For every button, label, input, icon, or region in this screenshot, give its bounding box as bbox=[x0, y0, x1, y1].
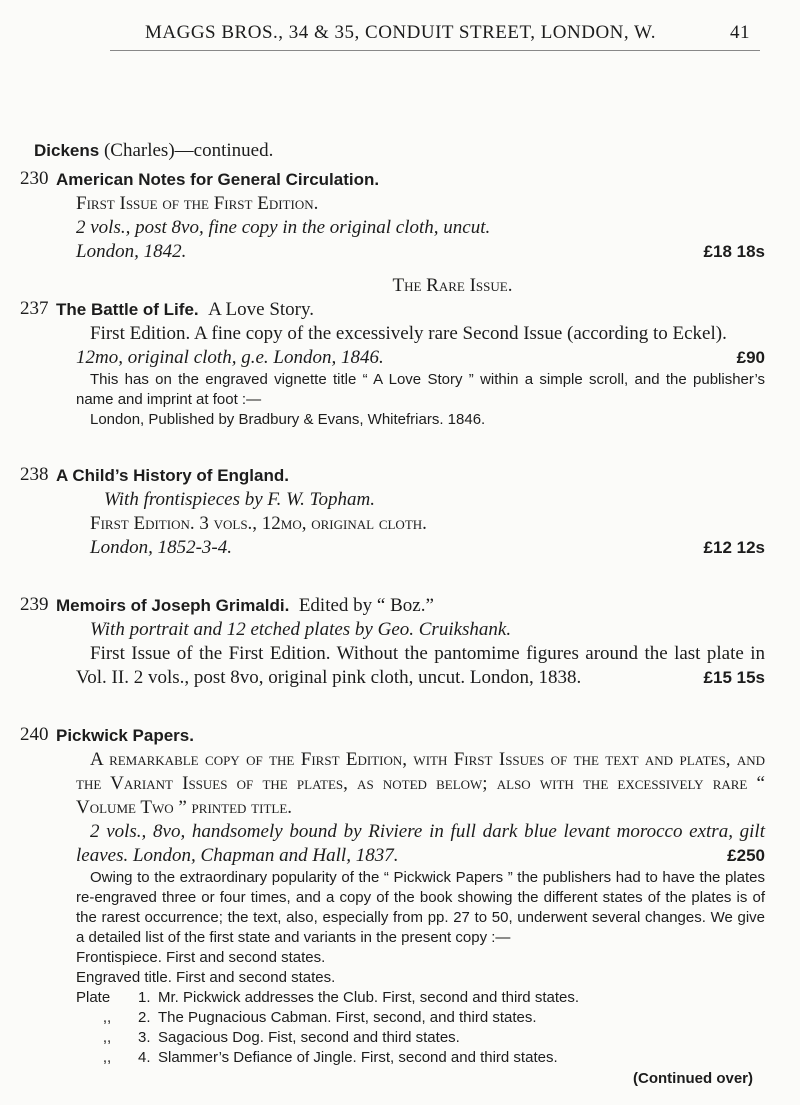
entry-230 bbox=[20, 168, 765, 264]
lot-description: First Issue of the First Edition. Without the pantomime figures around the last plate in Vol. II. 2 vols., post 8vo, original pink cloth, uncut. London, 1838. bbox=[76, 643, 765, 688]
lot-title: A Child’s History of England. bbox=[56, 466, 289, 485]
page-number: 41 bbox=[730, 22, 750, 43]
lot-title: Memoirs of Joseph Grimaldi. bbox=[56, 596, 290, 615]
running-header bbox=[145, 22, 750, 44]
lot-price: £90 bbox=[736, 348, 765, 367]
lot-imprint: London, 1852-3-4. bbox=[90, 537, 232, 558]
entry-237 bbox=[20, 298, 765, 430]
plate-list bbox=[34, 988, 765, 1068]
list-item: ,, 3. Sagacious Dog. Fist, second and third states. bbox=[102, 1029, 460, 1046]
lot-description: 12mo, original cloth, g.e. London, 1846. bbox=[76, 347, 384, 368]
lot-edition: First Edition. A fine copy of the excessively rare Second Issue (according to Eckel). bbox=[90, 323, 727, 344]
header-rule bbox=[110, 50, 760, 51]
lot-subtitle: A Love Story. bbox=[208, 299, 315, 320]
lot-title: Pickwick Papers. bbox=[56, 726, 194, 745]
author-heading bbox=[34, 140, 765, 162]
entry-238 bbox=[20, 464, 765, 560]
lot-subtitle: Edited by “ Boz.” bbox=[298, 595, 434, 616]
lot-edition: First Edition. 3 vols., 12mo, original cloth. bbox=[90, 513, 427, 534]
lot-price: £12 12s bbox=[703, 538, 765, 557]
engraved-title-state: Engraved title. First and second states. bbox=[76, 969, 336, 986]
entry-239 bbox=[20, 594, 765, 690]
section-note: The Rare Issue. bbox=[392, 275, 513, 296]
lot-title: The Battle of Life. bbox=[56, 300, 199, 319]
lot-edition: First Issue of the First Edition. bbox=[76, 193, 319, 214]
author-name: Dickens bbox=[34, 141, 100, 160]
lot-illustrations: With frontispieces by F. W. Topham. bbox=[104, 489, 375, 510]
lot-price: £15 15s bbox=[703, 668, 765, 687]
list-item: ,, 2. The Pugnacious Cabman. First, second, and third states. bbox=[102, 1009, 537, 1026]
lot-description: 2 vols., post 8vo, fine copy in the original cloth, uncut. bbox=[76, 217, 491, 238]
author-rest: (Charles)—continued. bbox=[99, 140, 274, 161]
lot-price: £250 bbox=[727, 846, 765, 865]
lot-number: 230 bbox=[20, 168, 49, 189]
entry-240 bbox=[20, 724, 765, 1087]
lot-note: Owing to the extraordinary popularity of the “ Pickwick Papers ” the publishers had to have the plates re-engraved three or four times, and a copy of the book showing the different states of the plates is of the rarest occurrence; the text, also, especially from pp. 27 to 50, underwent several changes. We give a detailed list of the first state and variants in the present copy :— bbox=[76, 869, 765, 946]
catalogue-body bbox=[20, 140, 765, 1087]
list-item: ,, 4. Slammer’s Defiance of Jingle. First, second and third states. bbox=[102, 1049, 558, 1066]
lot-note: This has on the engraved vignette title “ A Love Story ” within a simple scroll, and the publisher’s name and imprint at foot :— bbox=[76, 371, 765, 408]
lot-imprint: London, 1842. bbox=[76, 241, 187, 262]
lot-number: 240 bbox=[20, 724, 49, 745]
lot-description: 2 vols., 8vo, handsomely bound by Riviere in full dark blue levant morocco extra, gilt leaves. London, Chapman and Hall, 1837. bbox=[76, 821, 765, 866]
lot-note-imprint: London, Published by Bradbury & Evans, Whitefriars. 1846. bbox=[90, 411, 486, 428]
lot-number: 237 bbox=[20, 298, 49, 319]
lot-illustrations: With portrait and 12 etched plates by Geo. Cruikshank. bbox=[90, 619, 512, 640]
continued-note: (Continued over) bbox=[633, 1070, 753, 1087]
lot-edition: A remarkable copy of the First Edition, with First Issues of the text and plates, and the Variant Issues of the plates, as noted below; also with the excessively rare “ Volume Two ” printed title. bbox=[76, 749, 765, 818]
header-text: MAGGS BROS., 34 & 35, CONDUIT STREET, LONDON, W. bbox=[145, 22, 656, 43]
lot-price: £18 18s bbox=[703, 242, 765, 261]
frontispiece-state: Frontispiece. First and second states. bbox=[76, 949, 326, 966]
lot-title: American Notes for General Circulation. bbox=[56, 170, 380, 189]
lot-number: 238 bbox=[20, 464, 49, 485]
list-item: Plate 1. Mr. Pickwick addresses the Club. First, second and third states. bbox=[76, 989, 580, 1006]
lot-number: 239 bbox=[20, 594, 49, 615]
